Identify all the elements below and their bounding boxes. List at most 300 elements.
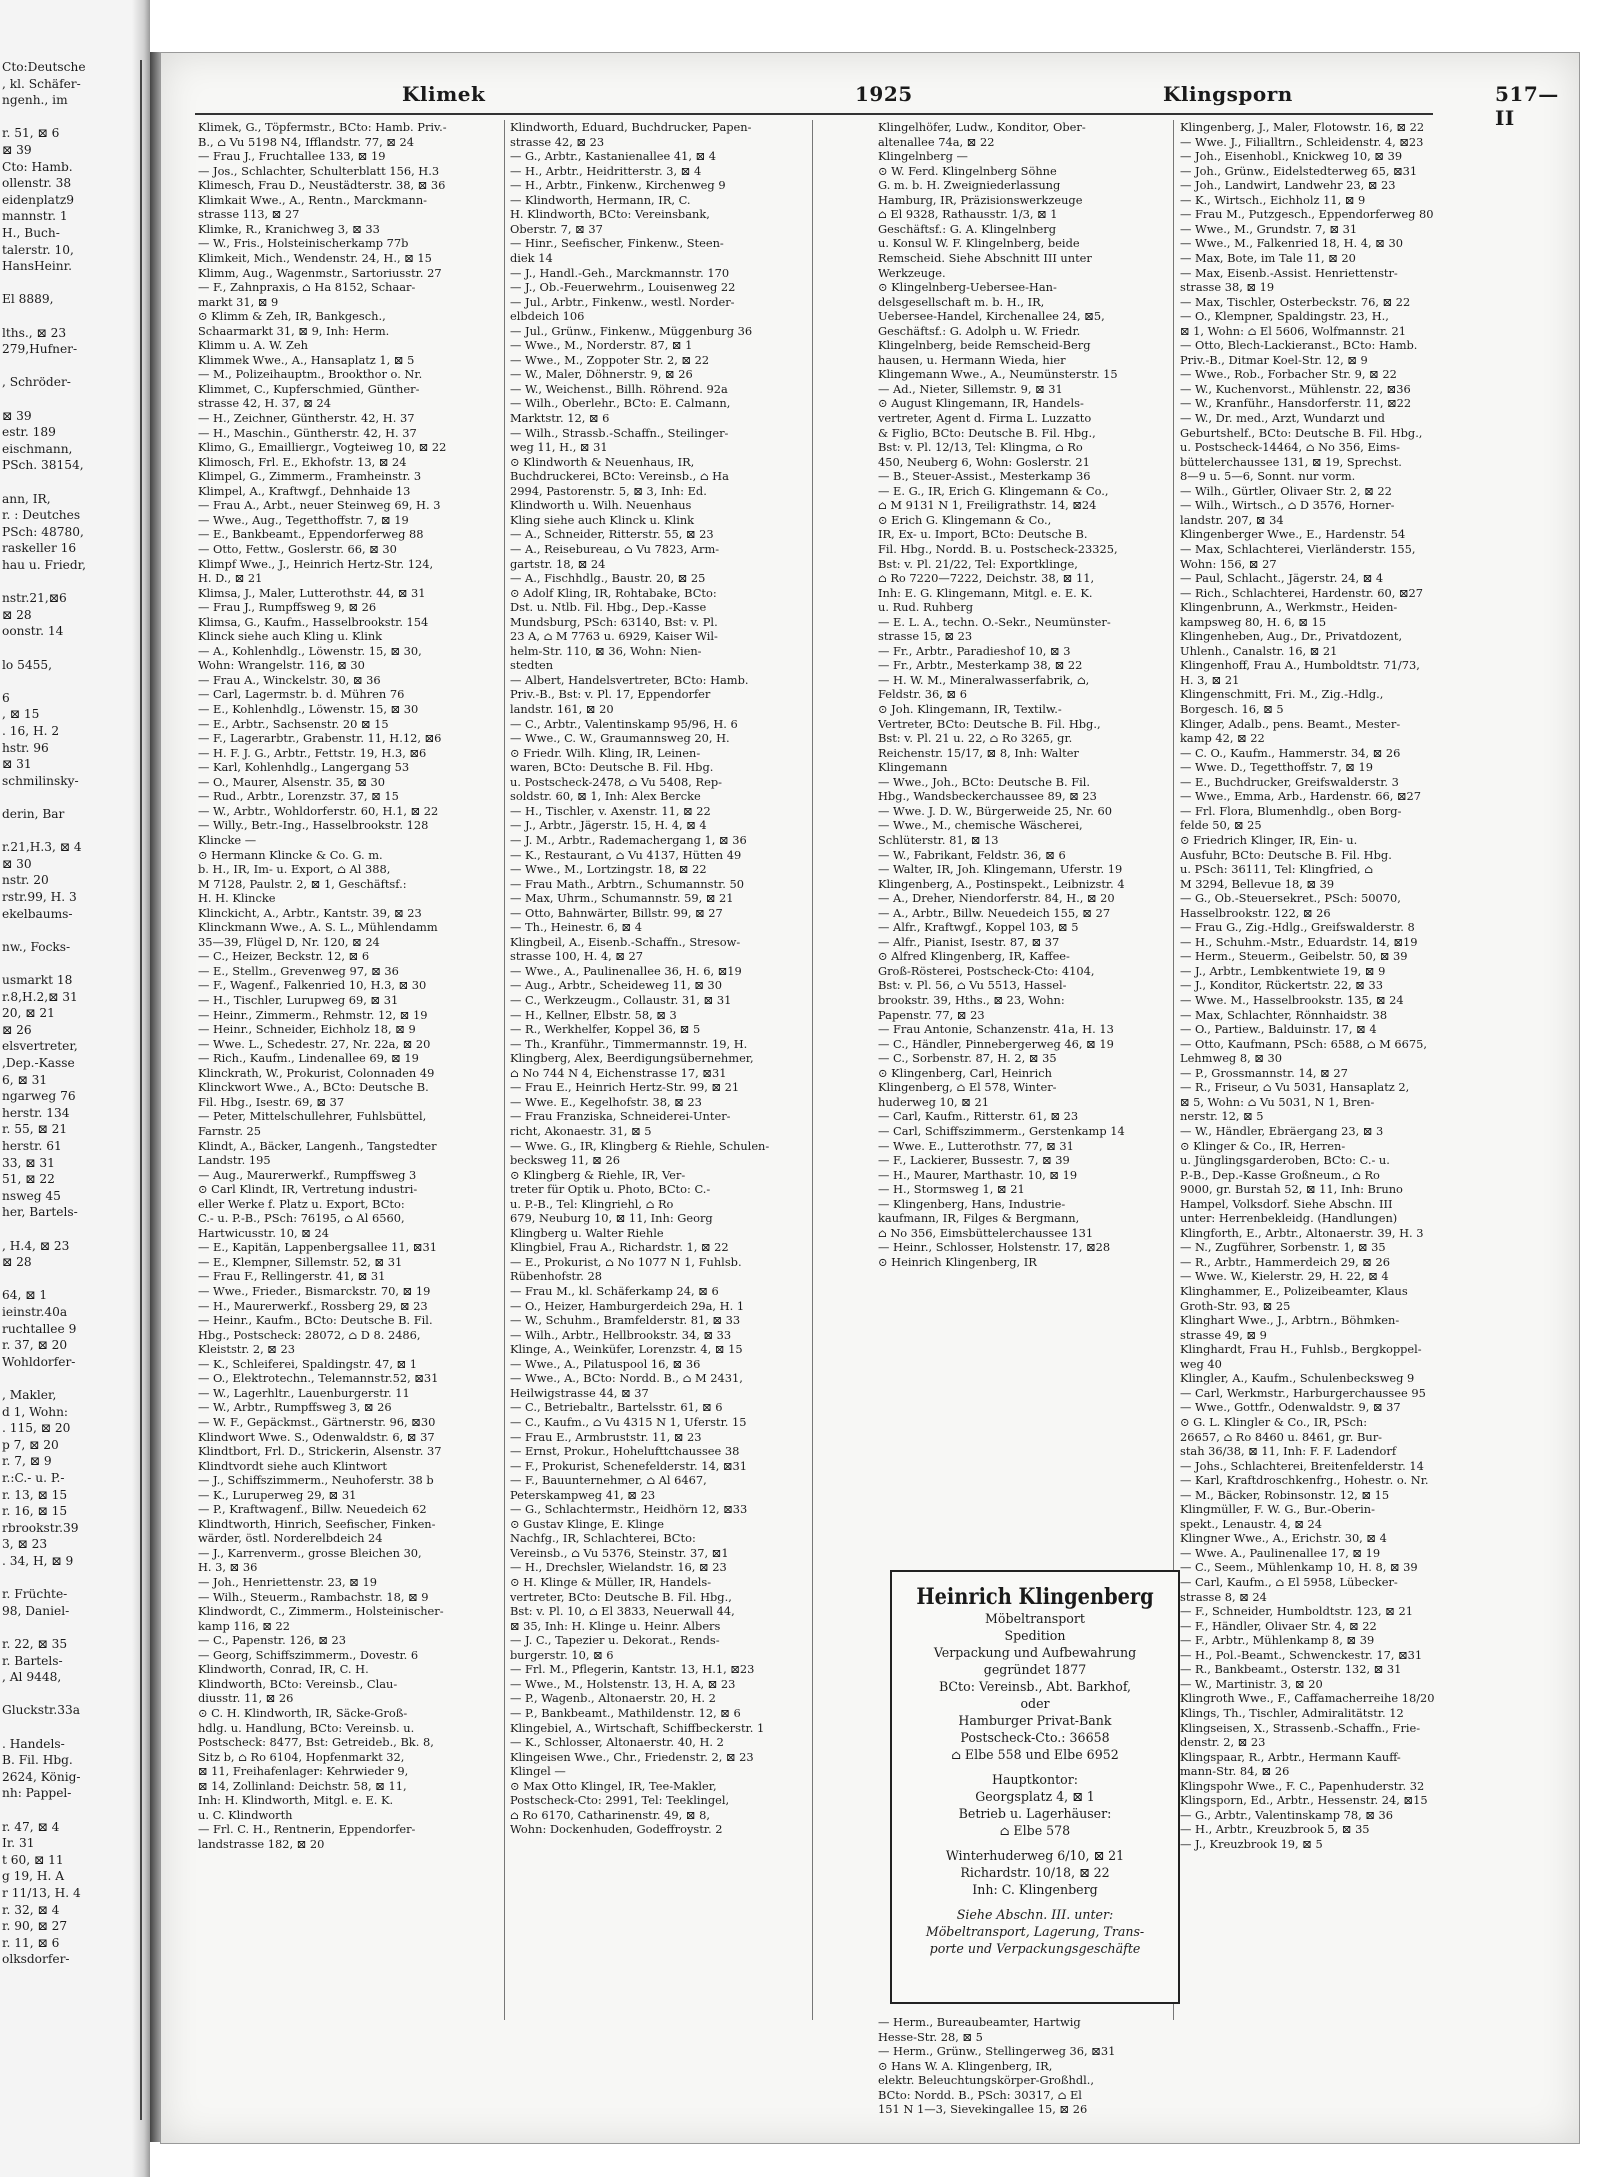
directory-entry-line: — H. F. J. G., Arbtr., Fettstr. 19, H.3, ⊠6 [198, 745, 427, 760]
previous-page-line: , H.4, ⊠ 23 [2, 1238, 70, 1253]
advertisement-line: Georgsplatz 4, ⊠ 1 [975, 1789, 1095, 1804]
directory-entry-line: — F., Schneider, Humboldtstr. 123, ⊠ 21 [1180, 1604, 1413, 1619]
directory-entry-line: Ausfuhr, BCto: Deutsche B. Fil. Hbg. [1180, 847, 1392, 862]
directory-entry-line: — B., Steuer-Assist., Mesterkamp 36 [878, 469, 1091, 484]
advertisement-line: Postscheck-Cto.: 36658 [960, 1730, 1110, 1745]
directory-entry-line: altenallee 74a, ⊠ 22 [878, 134, 995, 149]
directory-entry-line: — Wwe. A., Paulinenallee 17, ⊠ 19 [1180, 1545, 1381, 1560]
previous-page-line: r. : Deutches [2, 508, 81, 523]
directory-entry-line: H. D., ⊠ 21 [198, 571, 263, 586]
previous-page-line: raskeller 16 [2, 541, 77, 556]
directory-entry-line: — P., Grossmannstr. 14, ⊠ 27 [1180, 1065, 1348, 1080]
directory-column-3 [878, 120, 1178, 1550]
directory-entry-line: Borgesch. 16, ⊠ 5 [1180, 702, 1284, 716]
directory-column-4 [1180, 120, 1480, 2120]
directory-entry-line: ⌂ No 744 N 4, Eichenstrasse 17, ⊠31 [510, 1065, 727, 1080]
directory-entry-line: Priv.-B., Bst: v. Pl. 17, Eppendorfer [510, 687, 711, 702]
directory-entry-line: — H., Arbtr., Finkenw., Kirchenweg 9 [510, 178, 726, 193]
directory-entry-line: Sitz b, ⌂ Ro 6104, Hopfenmarkt 32, [198, 1749, 405, 1764]
directory-entry-line: ⊙ G. L. Klingler & Co., IR, PSch: [1180, 1414, 1368, 1429]
directory-entry-line: strasse 100, H. 4, ⊠ 27 [510, 949, 644, 964]
directory-entry-line: — C., Kaufm., ⌂ Vu 4315 N 1, Uferstr. 15 [510, 1414, 747, 1429]
directory-entry-line: weg 40 [1180, 1356, 1222, 1371]
directory-entry-line: — J., Ob.-Feuerwehrm., Louisenweg 22 [510, 280, 736, 295]
directory-entry-line: — O., Heizer, Hamburgerdeich 29a, H. 1 [510, 1298, 745, 1313]
previous-page-line: lo 5455, [2, 657, 52, 672]
previous-page-line: oonstr. 14 [2, 624, 64, 639]
previous-page-line: eidenplatz9 [2, 192, 75, 207]
directory-entry-line: — Frl. C. H., Rentnerin, Eppendorfer- [198, 1822, 416, 1837]
directory-entry-line: Klingbiel, Frau A., Richardstr. 1, ⊠ 22 [510, 1240, 729, 1255]
directory-entry-line: — Alfr., Kraftwgf., Koppel 103, ⊠ 5 [878, 920, 1079, 935]
directory-entry-line: huderweg 10, ⊠ 21 [878, 1094, 989, 1109]
directory-entry-line: mann-Str. 84, ⊠ 26 [1180, 1764, 1290, 1779]
directory-entry-line: — Carl, Kaufm., Ritterstr. 61, ⊠ 23 [878, 1109, 1079, 1124]
directory-entry-line: — F., Händler, Olivaer Str. 4, ⊠ 22 [1180, 1618, 1377, 1633]
directory-entry-line: Oberstr. 7, ⊠ 37 [510, 221, 603, 236]
directory-entry-line: Klinckicht, A., Arbtr., Kantstr. 39, ⊠ 23 [198, 905, 422, 920]
previous-page-line: ⊠ 28 [2, 607, 32, 622]
directory-entry-line: — G., Arbtr., Kastanienallee 41, ⊠ 4 [510, 149, 717, 164]
directory-entry-line: ⊙ Klimm & Zeh, IR, Bankgesch., [198, 309, 386, 324]
directory-entry-line: ⊠ 11, Freihafenlager: Kehrwieder 9, [198, 1764, 409, 1779]
advertisement-line: Spedition [1004, 1628, 1066, 1643]
previous-page-line: r.8,H.2,⊠ 31 [2, 989, 78, 1004]
previous-page-line: lths., ⊠ 23 [2, 325, 67, 340]
directory-entry-line: Bst: v. Pl. 56, ⌂ Vu 5513, Hassel- [878, 978, 1067, 993]
directory-entry-line: — Wwe., M., Lortzingstr. 18, ⊠ 22 [510, 862, 707, 877]
directory-entry-line: wärder, östl. Norderelbdeich 24 [198, 1531, 383, 1546]
directory-entry-line: — A., Arbtr., Billw. Neuedeich 155, ⊠ 27 [878, 905, 1111, 920]
directory-entry-line: Bst: v. Pl. 21/22, Tel: Exportklinge, [878, 556, 1078, 571]
directory-entry-line: M 3294, Bellevue 18, ⊠ 39 [1180, 876, 1335, 891]
directory-entry-line: Klimsa, J., Maler, Lutterothstr. 44, ⊠ 31 [198, 585, 426, 600]
directory-entry-line: — H. W. M., Mineralwasserfabrik, ⌂, [878, 672, 1090, 687]
directory-entry-line: — Wwe., Gottfr., Odenwaldstr. 9, ⊠ 37 [1180, 1400, 1401, 1415]
directory-entry-line: — J., Schiffszimmerm., Neuhoferstr. 38 b [198, 1473, 434, 1488]
directory-entry-line: Hesse-Str. 28, ⊠ 5 [878, 2029, 983, 2044]
directory-entry-line: Postscheck-Cto: 2991, Tel: Teeklingel, [510, 1793, 730, 1808]
directory-entry-line: landstr. 207, ⊠ 34 [1180, 512, 1284, 527]
previous-page-line: p 7, ⊠ 20 [2, 1437, 59, 1452]
header-year: 1925 [855, 82, 913, 106]
advertisement-box [890, 1570, 1180, 2004]
directory-entry-line: Klingseisen, X., Strassenb.-Schaffn., Frie- [1180, 1720, 1421, 1735]
previous-page-line: , Makler, [2, 1388, 57, 1402]
directory-entry-line: strasse 49, ⊠ 9 [1180, 1327, 1267, 1342]
directory-entry-line: brookstr. 39, Hths., ⊠ 23, Wohn: [878, 993, 1065, 1007]
previous-page-line: Wohldorfer- [2, 1354, 76, 1369]
directory-entry-line: soldstr. 60, ⊠ 1, Inh: Alex Bercke [510, 789, 701, 804]
directory-entry-line: felde 50, ⊠ 25 [1180, 818, 1262, 833]
directory-entry-line: ⊙ Klingelnberg-Uebersee-Han- [878, 280, 1057, 295]
directory-entry-line: diusstr. 11, ⊠ 26 [198, 1691, 294, 1706]
previous-page-line: Cto:Deutsche [2, 60, 86, 74]
previous-page-line: 33, ⊠ 31 [2, 1155, 55, 1170]
directory-entry-line: — Otto, Bahnwärter, Billstr. 99, ⊠ 27 [510, 905, 723, 920]
directory-entry-line: — H., Tischler, Lurupweg 69, ⊠ 31 [198, 993, 399, 1007]
directory-entry-line: — Jul., Grünw., Finkenw., Müggenburg 36 [510, 323, 753, 338]
header-page-number: 517—II [1495, 82, 1559, 130]
directory-entry-line: BCto: Nordd. B., PSch: 30317, ⌂ El [878, 2087, 1082, 2102]
directory-entry-line: Klingenschmitt, Fri. M., Zig.-Hdlg., [1180, 687, 1384, 702]
directory-entry-line: Klindtvordt siehe auch Klintwort [198, 1458, 387, 1473]
header-left-keyword: Klimek [402, 82, 486, 106]
directory-entry-line: — R., Arbtr., Hammerdeich 29, ⊠ 26 [1180, 1254, 1390, 1269]
directory-entry-line: Kling siehe auch Klinck u. Klink [510, 512, 695, 527]
directory-entry-line: Priv.-B., Ditmar Koel-Str. 12, ⊠ 9 [1180, 352, 1368, 367]
previous-page-line: her, Bartels- [2, 1205, 78, 1220]
directory-entry-line: u. Rud. Ruhberg [878, 600, 974, 615]
directory-entry-line: — Wwe. M., Hasselbrookstr. 135, ⊠ 24 [1180, 993, 1404, 1007]
directory-entry-line: ⊙ Klindworth & Neuenhaus, IR, [510, 454, 695, 469]
directory-entry-line: — Frau Franziska, Schneiderei-Unter- [510, 1109, 731, 1124]
directory-entry-line: vertreter, Agent d. Firma L. Luzzatto [878, 411, 1092, 425]
directory-entry-line: — Paul, Schlacht., Jägerstr. 24, ⊠ 4 [1180, 571, 1384, 586]
directory-entry-line: — Wwe., Aug., Tegetthoffstr. 7, ⊠ 19 [198, 512, 409, 527]
directory-entry-line: stah 36/38, ⊠ 11, Inh: F. F. Ladendorf [1180, 1444, 1397, 1459]
directory-entry-line: Geburtshelf., BCto: Deutsche B. Fil. Hbg., [1180, 425, 1423, 440]
directory-entry-line: — E., Kohlenhdlg., Löwenstr. 15, ⊠ 30 [198, 702, 419, 716]
previous-page-line: r. 11, ⊠ 6 [2, 1935, 60, 1950]
directory-entry-line: landstr. 161, ⊠ 20 [510, 702, 614, 716]
previous-page-line: estr. 189 [2, 425, 56, 440]
directory-entry-line: — Joh., Landwirt, Landwehr 23, ⊠ 23 [1180, 178, 1396, 193]
directory-entry-line: — Frau G., Zig.-Hdlg., Greifswalderstr. 8 [1180, 920, 1415, 935]
directory-entry-line: — A., Kohlenhdlg., Löwenstr. 15, ⊠ 30, [198, 643, 422, 658]
directory-entry-line: — R., Bankbeamt., Osterstr. 132, ⊠ 31 [1180, 1662, 1402, 1677]
directory-entry-line: — Frau E., Armbruststr. 11, ⊠ 23 [510, 1429, 702, 1444]
directory-entry-line: Wohn: Wrangelstr. 116, ⊠ 30 [198, 658, 365, 673]
directory-entry-line: 151 N 1—3, Sievekingallee 15, ⊠ 26 [878, 2102, 1088, 2117]
directory-entry-line: ⊙ Carl Klindt, IR, Vertretung industri- [198, 1182, 418, 1197]
directory-entry-line: Klinger, Adalb., pens. Beamt., Mester- [1180, 716, 1401, 731]
directory-entry-line: u. C. Klindworth [198, 1807, 293, 1822]
directory-entry-line: ⌂ M 9131 N 1, Freiligrathstr. 14, ⊠24 [878, 498, 1097, 513]
directory-entry-line: Nachfg., IR, Schlachterei, BCto: [510, 1531, 696, 1546]
directory-entry-line: Remscheid. Siehe Abschnitt III unter [878, 250, 1092, 265]
directory-entry-line: — Frau F., Rellingerstr. 41, ⊠ 31 [198, 1269, 386, 1284]
directory-entry-line: — Wilh., Arbtr., Hellbrookstr. 34, ⊠ 33 [510, 1327, 732, 1342]
directory-entry-line: Bst: v. Pl. 12/13, Tel: Klingma, ⌂ Ro [878, 440, 1083, 455]
directory-entry-line: elektr. Beleuchtungskörper-Großhdl., [878, 2073, 1095, 2088]
directory-entry-line: u. PSch: 36111, Tel: Klingfried, ⌂ [1180, 862, 1373, 877]
previous-page-line: . 16, H. 2 [2, 724, 60, 738]
directory-entry-line: — C., Betriebaltr., Bartelsstr. 61, ⊠ 6 [510, 1400, 723, 1415]
directory-column-2 [510, 120, 810, 2120]
directory-entry-line: — Wwe., M., Falkenried 18, H. 4, ⊠ 30 [1180, 236, 1403, 251]
directory-entry-line: Buchdruckerei, BCto: Vereinsb., ⌂ Ha [510, 469, 729, 484]
directory-entry-line: hausen, u. Hermann Wieda, hier [878, 352, 1066, 367]
directory-entry-line: — E. G., IR, Erich G. Klingemann & Co., [878, 483, 1109, 498]
directory-entry-line: kampsweg 80, H. 6, ⊠ 15 [1180, 614, 1327, 629]
directory-entry-line: — Wwe. E., Kegelhofstr. 38, ⊠ 23 [510, 1094, 702, 1109]
directory-entry-line: — Frau A., Arbt., neuer Steinweg 69, H. 3 [198, 498, 441, 513]
directory-entry-line: — Rich., Schlachterei, Hardenstr. 60, ⊠27 [1180, 585, 1424, 600]
directory-entry-line: — H., Drechsler, Wielandstr. 16, ⊠ 23 [510, 1560, 727, 1575]
directory-entry-line: — J., Kreuzbrook 19, ⊠ 5 [1180, 1836, 1323, 1851]
advertisement-line: gegründet 1877 [983, 1662, 1087, 1677]
directory-entry-line: — Willy., Betr.-Ing., Hasselbrookstr. 128 [198, 818, 429, 833]
directory-entry-line: — Wwe. D., Tegetthoffstr. 7, ⊠ 19 [1180, 760, 1373, 775]
directory-entry-line: gartstr. 18, ⊠ 24 [510, 556, 606, 571]
directory-entry-line: Geschäftsf.: G. Adolph u. W. Friedr. [878, 323, 1081, 338]
directory-entry-line: Dst. u. Ntlb. Fil. Hbg., Dep.-Kasse [510, 600, 707, 615]
directory-entry-line: Klingforth, E., Arbtr., Altonaerstr. 39, H. 3 [1180, 1225, 1424, 1240]
directory-entry-line: — Frau A., Winckelstr. 30, ⊠ 36 [198, 672, 381, 687]
directory-entry-line: Rübenhofstr. 28 [510, 1269, 603, 1284]
directory-entry-line: — H., Tischler, v. Axenstr. 11, ⊠ 22 [510, 803, 711, 818]
directory-entry-line: — J. M., Arbtr., Rademachergang 1, ⊠ 36 [510, 832, 747, 847]
directory-entry-line: — Wwe., A., BCto: Nordd. B., ⌂ M 2431, [510, 1371, 743, 1386]
directory-entry-line: Klingemann [878, 760, 948, 775]
directory-entry-line: strasse 8, ⊠ 24 [1180, 1589, 1267, 1604]
directory-entry-line: — C., Werkzeugm., Collaustr. 31, ⊠ 31 [510, 993, 732, 1007]
directory-entry-line: — Heinr., Zimmerm., Rehmstr. 12, ⊠ 19 [198, 1007, 428, 1022]
directory-entry-line: Hasselbrookstr. 122, ⊠ 26 [1180, 905, 1331, 920]
directory-entry-line: — H., Arbtr., Heidritterstr. 3, ⊠ 4 [510, 163, 702, 178]
directory-entry-line: — Heinr., Kaufm., BCto: Deutsche B. Fil. [198, 1313, 433, 1328]
directory-entry-line: waren, BCto: Deutsche B. Fil. Hbg. [510, 760, 714, 775]
directory-entry-line: landstrasse 182, ⊠ 20 [198, 1836, 325, 1851]
directory-entry-line: richt, Akonaestr. 31, ⊠ 5 [510, 1123, 652, 1138]
directory-entry-line: — Carl, Werkmstr., Harburgerchaussee 95 [1180, 1385, 1426, 1400]
previous-page-line: herstr. 134 [2, 1105, 70, 1120]
directory-entry-line: — Frau Antonie, Schanzenstr. 41a, H. 13 [878, 1022, 1114, 1037]
directory-entry-line: Klinghammer, E., Polizeibeamter, Klaus [1180, 1284, 1408, 1298]
directory-entry-line: — J. C., Tapezier u. Dekorat., Rends- [510, 1633, 720, 1648]
previous-page-line: , Schröder- [2, 375, 71, 390]
advertisement-line: Möbeltransport, Lagerung, Trans- [925, 1924, 1145, 1939]
directory-entry-line: Inh: E. G. Klingemann, Mitgl. e. E. K. [878, 585, 1093, 600]
directory-entry-line: Groth-Str. 93, ⊠ 25 [1180, 1298, 1291, 1313]
directory-entry-line: — W., Fabrikant, Feldstr. 36, ⊠ 6 [878, 847, 1066, 862]
previous-page-line: 98, Daniel- [2, 1603, 70, 1618]
previous-page-line: HansHeinr. [2, 259, 72, 274]
directory-entry-line: — Max, Bote, im Tale 11, ⊠ 20 [1180, 250, 1356, 265]
directory-entry-line: — Rud., Arbtr., Lorenzstr. 37, ⊠ 15 [198, 789, 399, 804]
previous-page-line: nstr. 20 [2, 873, 49, 888]
directory-entry-line: Klinge, A., Weinküfer, Lorenzstr. 4, ⊠ 15 [510, 1342, 743, 1357]
directory-entry-line: Klimke, R., Kranichweg 3, ⊠ 33 [198, 221, 380, 236]
directory-entry-line: Groß-Rösterei, Postscheck-Cto: 4104, [878, 963, 1095, 978]
directory-entry-line: Klingspohr Wwe., F. C., Papenhuderstr. 32 [1180, 1778, 1425, 1793]
directory-entry-line: Klimmet, C., Kupferschmied, Günther- [198, 381, 420, 396]
previous-page-line: eischmann, [2, 441, 73, 456]
directory-entry-line: ⊙ Joh. Klingemann, IR, Textilw.- [878, 702, 1062, 716]
directory-entry-line: Klimpel, A., Kraftwgf., Dehnhaide 13 [198, 483, 411, 498]
directory-entry-line: Klingebiel, A., Wirtschaft, Schiffbeckerstr. 1 [510, 1720, 765, 1735]
directory-entry-line: — Frl. Flora, Blumenhdlg., oben Borg- [1180, 803, 1402, 818]
directory-entry-line: Klinck siehe auch Kling u. Klink [198, 629, 383, 644]
directory-entry-line: — F., Zahnpraxis, ⌂ Ha 8152, Schaar- [198, 280, 416, 295]
previous-page-line: 20, ⊠ 21 [2, 1006, 55, 1021]
directory-entry-line: ⌂ El 9328, Rathausstr. 1/3, ⊠ 1 [878, 207, 1058, 222]
directory-entry-line: H. H. Klincke [198, 891, 276, 906]
directory-entry-line: — J., Konditor, Rückertstr. 22, ⊠ 33 [1180, 978, 1383, 993]
directory-entry-line: Marktstr. 12, ⊠ 6 [510, 411, 610, 425]
page-edge [150, 52, 160, 2142]
directory-entry-line: — C., Sorbenstr. 87, H. 2, ⊠ 35 [878, 1051, 1057, 1066]
advertisement-line: BCto: Vereinsb., Abt. Barkhof, [938, 1679, 1132, 1694]
directory-entry-line: — K., Restaurant, ⌂ Vu 4137, Hütten 49 [510, 847, 742, 862]
directory-entry-line: — E., Arbtr., Sachsenstr. 20 ⊠ 15 [198, 716, 389, 731]
directory-entry-line: Klingelnberg, beide Remscheid-Berg [878, 338, 1091, 353]
directory-entry-line: Klings, Th., Tischler, Admiralitätstr. 12 [1180, 1705, 1404, 1720]
directory-entry-line: burgerstr. 10, ⊠ 6 [510, 1647, 614, 1662]
directory-entry-line: — Karl, Kohlenhdlg., Langergang 53 [198, 760, 410, 775]
directory-entry-line: — H., Zeichner, Güntherstr. 42, H. 37 [198, 411, 415, 425]
directory-entry-line: — H., Pol.-Beamt., Schwenckestr. 17, ⊠31 [1180, 1647, 1423, 1662]
advertisement-line [892, 1898, 1178, 1906]
previous-page-line: schmilinsky- [2, 773, 79, 788]
directory-entry-line: — A., Fischhdlg., Baustr. 20, ⊠ 25 [510, 571, 706, 586]
directory-entry-line: — E., Bankbeamt., Eppendorferweg 88 [198, 527, 424, 542]
directory-entry-line: Klingroth Wwe., F., Caffamacherreihe 18/20 [1180, 1691, 1435, 1706]
directory-entry-line: u. Postscheck-14464, ⌂ No 356, Eims- [1180, 440, 1400, 455]
directory-entry-line: — K., Wirtsch., Eichholz 11, ⊠ 9 [1180, 192, 1366, 207]
directory-entry-line: Schaarmarkt 31, ⊠ 9, Inh: Herm. [198, 323, 390, 338]
previous-page-line: ieinstr.40a [2, 1305, 68, 1319]
directory-entry-line: — Walter, IR, Joh. Klingemann, Uferstr. 19 [878, 862, 1123, 877]
directory-entry-line: — H., Kellner, Elbstr. 58, ⊠ 3 [510, 1007, 677, 1022]
directory-entry-line: Klindtbort, Frl. D., Strickerin, Alsenstr. 37 [198, 1444, 442, 1459]
previous-page-line: ekelbaums- [2, 906, 73, 921]
previous-page-line: t 60, ⊠ 11 [2, 1852, 64, 1867]
directory-entry-line: — C. O., Kaufm., Hammerstr. 34, ⊠ 26 [1180, 745, 1401, 760]
previous-page-line: , ⊠ 15 [2, 707, 40, 722]
directory-entry-line: Mundsburg, PSch: 63140, Bst: v. Pl. [510, 614, 718, 629]
directory-entry-line: Vertreter, BCto: Deutsche B. Fil. Hbg., [878, 716, 1101, 731]
directory-entry-line: — R., Werkhelfer, Koppel 36, ⊠ 5 [510, 1022, 701, 1037]
previous-page-line: r.21,H.3, ⊠ 4 [2, 840, 82, 855]
previous-page-line: nh: Pappel- [2, 1786, 72, 1801]
directory-entry-line: unter: Herrenbekleidg. (Handlungen) [1180, 1211, 1398, 1226]
directory-entry-line: H. 3, ⊠ 36 [198, 1560, 258, 1575]
directory-entry-line: — Frau E., Heinrich Hertz-Str. 99, ⊠ 21 [510, 1080, 740, 1095]
directory-entry-line: — W., Kuchenvorst., Mühlenstr. 22, ⊠36 [1180, 381, 1411, 396]
column-divider [504, 120, 505, 2020]
directory-entry-line: Reichenstr. 15/17, ⊠ 8, Inh: Walter [878, 745, 1079, 760]
directory-entry-line: Klinckwort Wwe., A., BCto: Deutsche B. [198, 1080, 429, 1095]
directory-entry-line: — Max, Schlachter, Rönnhaidstr. 38 [1180, 1007, 1388, 1022]
advertisement-line: porte und Verpackungsgeschäfte [929, 1941, 1141, 1956]
previous-page-line: r. Früchte- [2, 1587, 68, 1602]
directory-entry-line: — H., Stormsweg 1, ⊠ 21 [878, 1182, 1025, 1197]
previous-page-line: ngenh., im [2, 93, 68, 108]
directory-entry-line: Klindworth u. Wilh. Neuenhaus [510, 498, 692, 513]
previous-page-line: rbrookstr.39 [2, 1520, 79, 1535]
directory-entry-line: — Max, Eisenb.-Assist. Henriettenstr- [1180, 265, 1398, 280]
directory-entry-line: — Peter, Mittelschullehrer, Fuhlsbüttel, [198, 1109, 427, 1124]
previous-page-line: 2624, König- [2, 1769, 81, 1784]
previous-page-line: nw., Focks- [2, 939, 71, 954]
directory-entry-line: elbdeich 106 [510, 309, 585, 324]
directory-entry-line: Fil. Hbg., Isestr. 69, ⊠ 37 [198, 1094, 345, 1109]
directory-entry-line: Klingenberg, ⌂ El 578, Winter- [878, 1080, 1057, 1095]
directory-entry-line: — Ernst, Prokur., Hohelufttchaussee 38 [510, 1444, 740, 1459]
directory-entry-line: — Frau J., Fruchtallee 133, ⊠ 19 [198, 149, 386, 164]
previous-page-line: r. 51, ⊠ 6 [2, 126, 60, 141]
directory-entry-line: eller Werke f. Platz u. Export, BCto: [198, 1196, 405, 1211]
previous-page-fragment [0, 60, 142, 2120]
directory-entry-line: — C., Händler, Pinnebergerweg 46, ⊠ 19 [878, 1036, 1114, 1051]
directory-entry-line: — E., Prokurist, ⌂ No 1077 N 1, Fuhlsb. [510, 1254, 742, 1269]
directory-entry-line: — Hinr., Seefischer, Finkenw., Steen- [510, 236, 724, 251]
directory-entry-line: — Ad., Nieter, Sillemstr. 9, ⊠ 31 [878, 381, 1063, 396]
directory-entry-line: — Fr., Arbtr., Paradieshof 10, ⊠ 3 [878, 643, 1071, 658]
directory-entry-line: — Wwe. L., Schedestr. 27, Nr. 22a, ⊠ 20 [198, 1036, 431, 1051]
directory-entry-line: Klindwort Wwe. S., Odenwaldstr. 6, ⊠ 37 [198, 1429, 435, 1444]
previous-page-line: ⊠ 26 [2, 1022, 32, 1037]
directory-entry-line: — Wwe. E., Lutterothstr. 77, ⊠ 31 [878, 1138, 1074, 1153]
advertisement-line: ⌂ Elbe 578 [999, 1823, 1071, 1838]
directory-entry-line: B., ⌂ Vu 5198 N4, Ifflandstr. 77, ⊠ 24 [198, 134, 414, 149]
directory-entry-line: Postscheck: 8477, Bst: Getreideb., Bk. 8, [198, 1735, 434, 1750]
previous-page-line: ⊠ 39 [2, 143, 32, 157]
directory-entry-line: — F., Lagerarbtr., Grabenstr. 11, H.12, ⊠6 [198, 731, 442, 746]
directory-entry-line: — Wwe., M., Grundstr. 7, ⊠ 31 [1180, 221, 1358, 236]
directory-entry-line: ⊙ Max Otto Klingel, IR, Tee-Makler, [510, 1778, 717, 1793]
directory-entry-line: — E., Kapitän, Lappenbergsallee 11, ⊠31 [198, 1240, 437, 1255]
directory-entry-line: — G., Schlachtermstr., Heidhörn 12, ⊠33 [510, 1502, 748, 1517]
header-right-keyword: Klingsporn [1163, 82, 1293, 106]
directory-entry-line: strasse 42, H. 37, ⊠ 24 [198, 396, 332, 411]
directory-entry-line: Klinckmann Wwe., A. S. L., Mühlendamm [198, 920, 438, 935]
directory-entry-line: Klimkait Wwe., A., Rentn., Marckmann- [198, 192, 428, 207]
previous-page-line: r.:C.- u. P.- [2, 1471, 65, 1485]
directory-entry-line: C.- u. P.-B., PSch: 76195, ⌂ Al 6560, [198, 1211, 405, 1226]
previous-page-line: usmarkt 18 [2, 973, 73, 987]
directory-entry-line: — W., Lagerhltr., Lauenburgerstr. 11 [198, 1385, 410, 1400]
advertisement-line: Winterhuderweg 6/10, ⊠ 21 [945, 1848, 1125, 1863]
directory-entry-line: — Wwe. J., Filialltrn., Schleidenstr. 4, ⊠23 [1180, 134, 1424, 149]
advertisement-line: Verpackung und Aufbewahrung [933, 1645, 1137, 1660]
previous-page-line: mannstr. 1 [2, 209, 68, 224]
directory-entry-line: Klingbeil, A., Eisenb.-Schaffn., Stresow- [510, 934, 741, 949]
directory-entry-line: ⊙ Heinrich Klingenberg, IR [878, 1254, 1037, 1269]
directory-entry-line: spekt., Lenaustr. 4, ⊠ 24 [1180, 1516, 1322, 1531]
directory-entry-line: — C., Heizer, Beckstr. 12, ⊠ 6 [198, 949, 370, 964]
directory-entry-line: ⌂ Ro 6170, Catharinenstr. 49, ⊠ 8, [510, 1807, 710, 1822]
previous-page-line: . 34, H, ⊠ 9 [2, 1554, 74, 1568]
directory-entry-line: Hbg., Postscheck: 28072, ⌂ D 8. 2486, [198, 1327, 421, 1342]
directory-entry-line: Klingelnberg — [878, 149, 968, 164]
directory-entry-line: 35—39, Flügel D, Nr. 120, ⊠ 24 [198, 934, 380, 949]
directory-entry-line: — O., Elektrotechn., Telemannstr.52, ⊠31 [198, 1371, 439, 1386]
directory-entry-line: ⊙ Friedrich Klinger, IR, Ein- u. [1180, 832, 1358, 847]
advertisement-line: Hamburger Privat-Bank [958, 1713, 1112, 1728]
directory-entry-line: — W., Schuhm., Bramfelderstr. 81, ⊠ 33 [510, 1313, 741, 1328]
directory-entry-line: ⊙ W. Ferd. Klingelnberg Söhne [878, 163, 1057, 178]
directory-entry-line: Klingsporn, Ed., Arbtr., Hessenstr. 24, ⊠15 [1180, 1793, 1428, 1808]
previous-page-line: derin, Bar [2, 807, 65, 821]
directory-entry-line: ⊙ Gustav Klinge, E. Klinge [510, 1516, 664, 1531]
directory-entry-line: — G., Arbtr., Valentinskamp 78, ⊠ 36 [1180, 1807, 1394, 1822]
directory-entry-line: — Wwe., M., Holstenstr. 13, H. A, ⊠ 23 [510, 1676, 736, 1691]
directory-entry-line: weg 11, H., ⊠ 31 [510, 440, 608, 455]
directory-entry-line: — A., Reisebureau, ⌂ Vu 7823, Arm- [510, 541, 720, 556]
directory-entry-line: nerstr. 12, ⊠ 5 [1180, 1109, 1264, 1124]
directory-entry-line: Klimosch, Frl. E., Ekhofstr. 13, ⊠ 24 [198, 454, 407, 469]
directory-entry-line: b. H., IR, Im- u. Export, ⌂ Al 388, [198, 862, 391, 877]
directory-entry-line: — Otto, Kaufmann, PSch: 6588, ⌂ M 6675, [1180, 1036, 1428, 1051]
directory-entry-line: — N., Zugführer, Sorbenstr. 1, ⊠ 35 [1180, 1240, 1386, 1255]
previous-page-line: r. 22, ⊠ 35 [2, 1637, 68, 1651]
previous-page-line: B. Fil. Hbg. [2, 1753, 73, 1768]
directory-entry-line: 679, Neuburg 10, ⊠ 11, Inh: Georg [510, 1211, 713, 1226]
directory-entry-line: Klingenberg, A., Postinspekt., Leibnizstr. 4 [878, 876, 1125, 891]
